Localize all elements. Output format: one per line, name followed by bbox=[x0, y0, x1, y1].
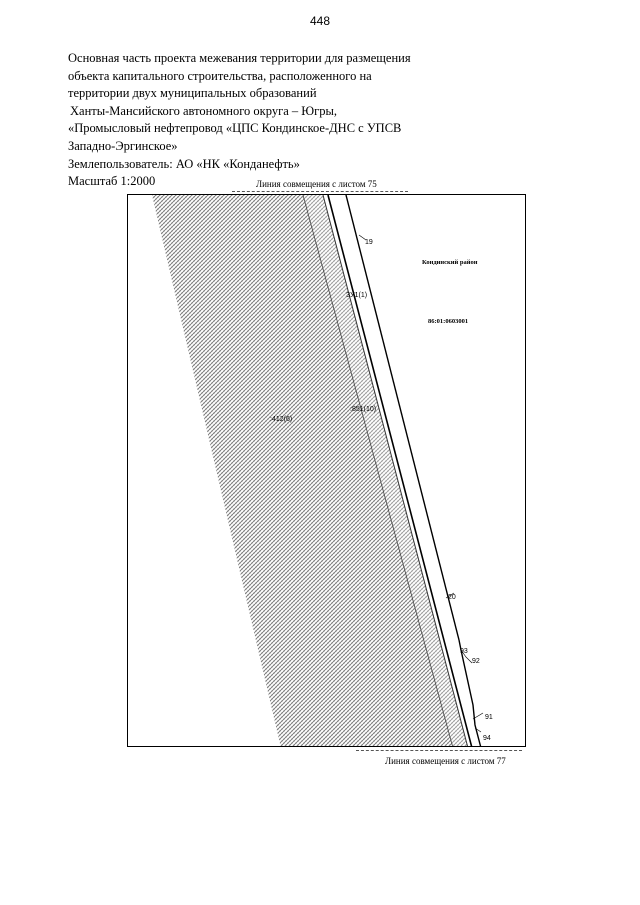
point-label-19: 19 bbox=[365, 239, 373, 246]
parcel-label-zu1: ЗУ1(1) bbox=[346, 292, 368, 299]
match-line-bottom-label: Линия совмещения с листом 77 bbox=[385, 756, 506, 766]
header-line-4: Ханты-Мансийского автономного округа – Югры, bbox=[70, 103, 338, 118]
match-line-bottom-dash bbox=[356, 750, 522, 751]
point-label-94: 94 bbox=[483, 735, 491, 742]
document-header bbox=[68, 50, 428, 191]
match-line-top-dash bbox=[232, 191, 408, 192]
scale-line: Масштаб 1:2000 bbox=[68, 174, 156, 189]
parcel-412-area bbox=[152, 195, 453, 747]
point-label-91: 91 bbox=[485, 714, 493, 721]
cadastral-quarter-label: 86:01:0603001 bbox=[428, 318, 469, 325]
land-user-line: Землепользователь: АО «НК «Конданефть» bbox=[68, 156, 300, 171]
point-label-20: 20 bbox=[448, 594, 456, 601]
header-line-2: объекта капитального строительства, расположенного на bbox=[68, 68, 372, 83]
header-line-5: «Промысловый нефтепровод «ЦПС Кондинское-ДНС с УПСВ bbox=[68, 121, 402, 136]
parcel-label-851: :851(10) bbox=[350, 406, 377, 413]
header-line-1: Основная часть проекта межевания территории для размещения bbox=[68, 51, 411, 65]
point-label-93: 93 bbox=[460, 648, 468, 655]
district-label: Кондинский район bbox=[422, 259, 478, 266]
header-line-6: Западно-Эргинское» bbox=[68, 138, 178, 153]
page-number: 448 bbox=[309, 14, 331, 28]
header-line-3: территории двух муниципальных образований bbox=[68, 86, 317, 101]
parcel-label-412: :412(6) bbox=[270, 416, 293, 423]
point-label-92: 92 bbox=[472, 658, 480, 665]
map-frame bbox=[127, 194, 526, 747]
map-canvas bbox=[128, 195, 526, 747]
match-line-top-label: Линия совмещения с листом 75 bbox=[256, 179, 377, 189]
